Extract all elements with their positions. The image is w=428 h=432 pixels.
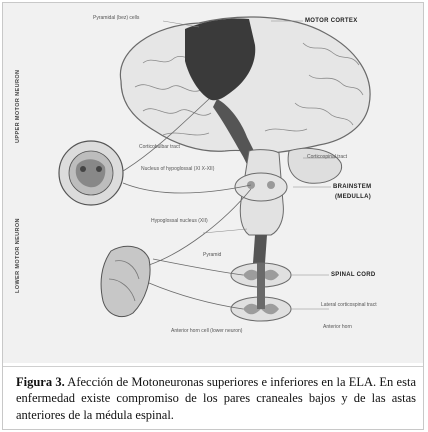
- label-nucleus-xii: Nucleus of hypoglossal (XI X-XII): [141, 166, 215, 172]
- label-lower-motor-neuron: LOWER MOTOR NEURON: [15, 218, 21, 293]
- label-pyramidal-cells: Pyramidal (bez) cells: [93, 15, 140, 21]
- label-spinal-cord: SPINAL CORD: [331, 272, 376, 278]
- label-motor-cortex: MOTOR CORTEX: [305, 18, 358, 24]
- caption-divider: [3, 366, 423, 367]
- muscle-sketch: [101, 246, 150, 316]
- figure-area: [3, 3, 423, 363]
- label-hypoglossal-nucleus: Hypoglossal nucleus (XII): [151, 218, 208, 224]
- label-lateral-tract: Lateral corticospinal tract: [321, 302, 377, 308]
- motor-neuron-diagram: [3, 3, 423, 363]
- caption-label: Figura 3.: [16, 375, 65, 389]
- medulla-nucleus: [267, 181, 275, 189]
- label-anterior-horn-cell: Anterior horn cell (lower neuron): [171, 328, 243, 334]
- head-sketch: [59, 141, 123, 205]
- spinal-column: [257, 263, 265, 309]
- label-pyramid: Pyramid: [203, 252, 222, 258]
- caption-text: Afección de Motoneuronas superiores e inferiores en la ELA. En esta enfermedad existe compromiso de los pares craneales bajos y de las astas anteriores de la médula espinal.: [16, 375, 416, 422]
- figure-caption: [16, 374, 416, 423]
- label-upper-motor-neuron: UPPER MOTOR NEURON: [15, 69, 21, 143]
- spinal-tract: [253, 235, 267, 263]
- label-corticobulbar-tract: Corticobulbar tract: [139, 144, 180, 150]
- label-corticospinal-tract: Corticospinal tract: [307, 154, 348, 160]
- label-anterior-horn: Anterior horn: [323, 324, 352, 330]
- label-brainstem: BRAINSTEM: [333, 184, 372, 190]
- label-medulla: (MEDULLA): [335, 194, 372, 200]
